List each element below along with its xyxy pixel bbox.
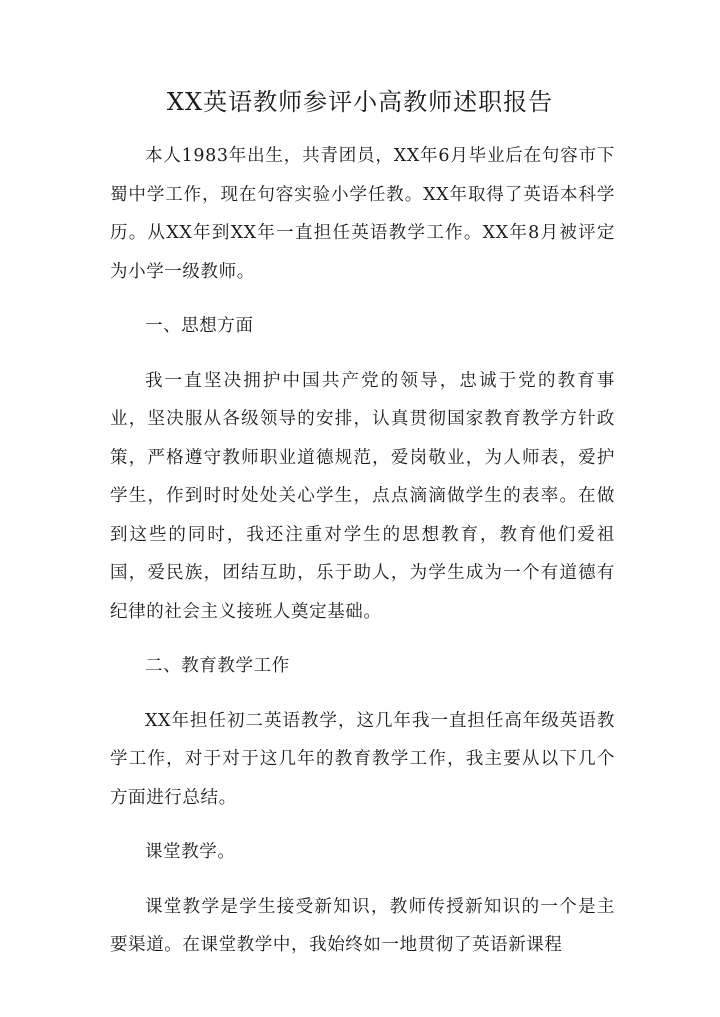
document-title: XX英语教师参评小高教师述职报告: [166, 88, 554, 116]
paragraph-ideology: 我一直坚决拥护中国共产党的领导，忠诚于党的教育事业，坚决服从各级领导的安排，认真贯彻国家教育教学方针政策，严格遵守教师职业道德规范，爱岗敬业，为人师表，爱护学生，作到时时处处关心学生，点点滴滴做学生的表率。在做到这些的同时，我还注重对学生的思想教育，教育他们爱祖国，爱民族，团结互助，乐于助人，为学生成为一个有道德有纪律的社会主义接班人奠定基础。: [110, 370, 615, 622]
paragraph-classroom: 课堂教学是学生接受新知识，教师传授新知识的一个是主要渠道。在课堂教学中，我始终如一地贯彻了英语新课程: [110, 896, 615, 955]
paragraph-intro: 本人1983年出生，共青团员，XX年6月毕业后在句容市下蜀中学工作，现在句容实验小学任教。XX年取得了英语本科学历。从XX年到XX年一直担任英语教学工作。XX年8月被评定为小学一级教师。: [110, 146, 615, 282]
section-heading-teaching: 二、教育教学工作: [145, 656, 290, 676]
subheading-classroom: 课堂教学。: [145, 842, 236, 862]
section-heading-ideology: 一、思想方面: [145, 316, 254, 336]
paragraph-teaching: XX年担任初二英语教学，这几年我一直担任高年级英语教学工作，对于对于这几年的教育教学工作，我主要从以下几个方面进行总结。: [110, 710, 615, 808]
document-body: [110, 137, 615, 981]
